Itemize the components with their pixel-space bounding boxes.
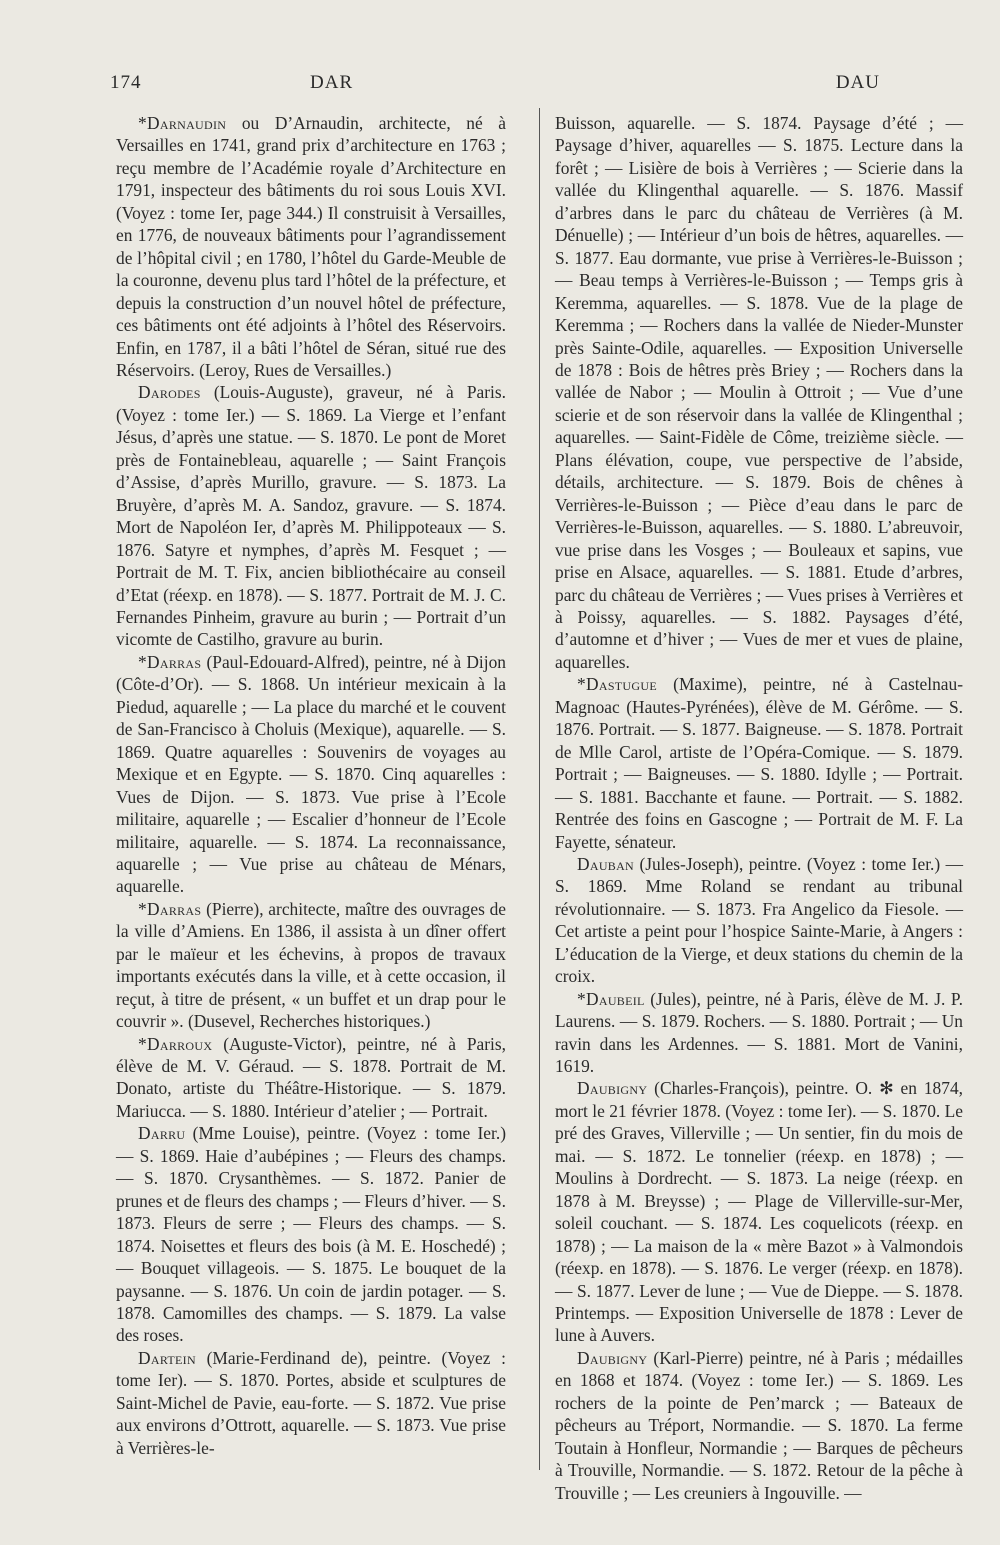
entry-daubigny-karl <box>555 1347 963 1504</box>
entry-name: Darodes <box>138 382 201 403</box>
entry-name: Dartein <box>138 1347 196 1368</box>
entry-text: ou D’Arnaudin, architecte, né à Versailles en 1741, grand prix d’architecture en 1763 ; reçu membre de l’Académie royale d’Architecture en 1791, inspecteur des bâtiments du roi sous Louis XVI. (Voyez : tome Ier, page 344.) Il construisit à Versailles, en 1776, de nouveaux bâtiments pour l’agrandissement de l’hôpital civil ; en 1780, l’hôtel du Garde-Meuble de la couronne, devenu plus tard l’hôtel de la préfecture, et depuis la construction d’un nouvel hôtel de préfecture, ces bâtiments ont été adjoints à l’hôtel des Réservoirs. Enfin, en 1787, il a bâti l’hôtel de Séran, situé rue des Réservoirs. (Leroy, Rues de Versailles.) <box>116 113 506 380</box>
entry-darroux <box>116 1033 506 1123</box>
entry-text: (Paul-Edouard-Alfred), peintre, né à Dijon (Côte-d’Or). — S. 1868. Un intérieur mexicain à la Piedud, aquarelle ; — La place du marché et le couvent de San-Francisco à Choluis (Mexique), aquarelle. — S. 1869. Quatre aquarelles : Souvenirs de voyages au Mexique et en Egypte. — S. 1870. Cinq aquarelles : Vues de Dijon. — S. 1873. Vue prise à l’Ecole militaire, aquarelle ; — Escalier d’honneur de l’Ecole militaire, aquarelle. — S. 1874. La reconnaissance, aquarelle ; — Vue prise au château de Ménars, aquarelle. <box>116 651 506 897</box>
entry-text: (Pierre), architecte, maître des ouvrages de la ville d’Amiens. En 1386, il assista à un dîner offert par le maïeur et les échevins, à propos de travaux importants exécutés dans la ville, et à cette occasion, il reçut, à titre de présent, « un buffet et un drap pour le couvrir ». (Dusevel, Recherches historiques.) <box>116 898 506 1032</box>
entry-name: Darru <box>138 1123 186 1144</box>
running-header <box>110 72 880 102</box>
entry-darras-paul <box>116 651 506 898</box>
left-column <box>116 112 506 1459</box>
entry-darru <box>116 1122 506 1347</box>
entry-name: *Dastugue <box>577 674 657 695</box>
entry-dauban <box>555 853 963 988</box>
entry-text: Buisson, aquarelle. — S. 1874. Paysage d’été ; — Paysage d’hiver, aquarelles — S. 1875. Lecture dans la forêt ; — Lisière de bois à Verrières ; — Scierie dans la vallée du Klingenthal aquarelle. — S. 1876. Massif d’arbres dans le parc du château de Verrières (à M. Dénuelle) ; — Intérieur d’un bois de hêtres, aquarelles. — S. 1877. Eau dormante, vue prise à Verrières-le-Buisson ; — Beau temps à Verrières-le-Buisson ; — Temps gris à Keremma, aquarelles. — S. 1878. Vue de la plage de Keremma ; — Rochers dans la vallée de Nieder-Munster près Sainte-Odile, aquarelles. — Exposition Universelle de 1878 : Bois de hêtres près Briey ; — Rochers dans la vallée de Nabor ; — Moulin à Ottroit ; — Vue d’une scierie et de son réservoir dans la vallée de Klingenthal ; aquarelles. — Saint-Fidèle de Côme, treizième siècle. — Plans élévation, coupe, vue perspective de l’abside, détails, architecture. — S. 1879. Bois de chênes à Verrières-le-Buisson ; — Pièce d’eau dans le parc de Verrières-le-Buisson, aquarelles. — S. 1880. L’abreuvoir, vue prise dans les Vosges ; — Bouleaux et sapins, vue prise en Alsace, aquarelles. — S. 1881. Etude d’arbres, parc du château de Verrières ; — Vues prises à Verrières et à Poissy, aquarelles. — S. 1882. Paysages d’été, d’automne et d’hiver ; — Vues de mer et vues de plaine, aquarelles. <box>555 113 963 672</box>
entry-text: (Auguste-Victor), peintre, né à Paris, élève de M. V. Géraud. — S. 1878. Portrait de M. Donato, artiste du Théâtre-Historique. — S. 1879. Mariucca. — S. 1880. Intérieur d’atelier ; — Portrait. <box>116 1033 506 1121</box>
entry-dartein-continued <box>555 112 963 673</box>
entry-text: (Marie-Ferdinand de), peintre. (Voyez : tome Ier). — S. 1870. Portes, abside et sculptures de Saint-Michel de Pavie, eau-forte. — S. 1872. Vue prise aux environs d’Ottrott, aquarelle. — S. 1873. Vue prise à Verrières-le- <box>116 1347 506 1458</box>
right-column <box>555 112 963 1504</box>
entry-name: *Darras <box>138 898 202 919</box>
entry-darras-pierre <box>116 898 506 1033</box>
entry-name: *Daubeil <box>577 988 645 1009</box>
entry-text: (Karl-Pierre) peintre, né à Paris ; médailles en 1868 et 1874. (Voyez : tome Ier.) — S. 1869. Les rochers de la pointe de Pen’marck ; — Bateaux de pêcheurs au Tréport, Normandie. — S. 1870. La ferme Toutain à Honfleur, Normandie ; — Barques de pêcheurs à Trouville, Normandie. — S. 1872. Retour de la pêche à Trouville ; — Les creuniers à Ingouville. — <box>555 1347 963 1503</box>
entry-dartein <box>116 1347 506 1459</box>
entry-text: (Jules-Joseph), peintre. (Voyez : tome Ier.) — S. 1869. Mme Roland se rendant au tribunal révolutionnaire. — S. 1873. Fra Angelico da Fiesole. — Cet artiste a peint pour l’hospice Sainte-Marie, à Angers : L’éducation de la Vierge, et deux stations du chemin de la croix. <box>555 853 963 987</box>
entry-text: (Jules), peintre, né à Paris, élève de M. J. P. Laurens. — S. 1879. Rochers. — S. 1880. Portrait ; — Un ravin dans les Ardennes. — S. 1881. Mort de Vanini, 1619. <box>555 988 963 1077</box>
column-rule <box>539 108 540 1470</box>
entry-name: *Darnaudin <box>138 113 227 133</box>
entry-text: (Charles-François), peintre. O. ✻ en 1874, mort le 21 février 1878. (Voyez : tome Ier). — S. 1870. Le pré des Graves, Villerville ; — Un sentier, fin du mois de mai. — S. 1872. Le tonnelier (réexp. en 1878) ; — Moulins à Dordrecht. — S. 1873. La neige (réexp. en 1878 à M. Breysse) ; — Plage de Villerville-sur-Mer, soleil couchant. — S. 1874. Les coquelicots (réexp. en 1878) ; — La maison de la « mère Bazot » à Valmondois (réexp. en 1878). — S. 1876. Le verger (réexp. en 1878). — S. 1877. Lever de lune ; — Vue de Dieppe. — S. 1878. Printemps. — Exposition Universelle de 1878 : Lever de lune à Auvers. <box>555 1078 963 1346</box>
entry-text: (Louis-Auguste), graveur, né à Paris. (Voyez : tome Ier.) — S. 1869. La Vierge et l’enfant Jésus, d’après une statue. — S. 1870. Le pont de Moret près de Fontainebleau, aquarelle ; — Saint François d’Assise, d’après Murillo, gravure. — S. 1873. La Bruyère, d’après M. A. Sandoz, gravure. — S. 1874. Mort de Napoléon Ier, d’après M. Philippoteaux — S. 1876. Satyre et nymphes, d’après M. Fesquet ; — Portrait de M. T. Fix, ancien bibliothécaire au conseil d’Etat (réexp. en 1878). — S. 1877. Portrait de M. J. C. Fernandes Pinheim, gravure au burin ; — Portrait d’un vicomte de Castilho, gravure au burin. <box>116 382 506 650</box>
entry-text: (Maxime), peintre, né à Castelnau-Magnoac (Hautes-Pyrénées), élève de M. Gérôme. — S. 1876. Portrait. — S. 1877. Baigneuse. — S. 1878. Portrait de Mlle Carol, artiste de l’Opéra-Comique. — S. 1879. Portrait ; — Baigneuses. — S. 1880. Idylle ; — Portrait. — S. 1881. Bacchante et faune. — Portrait. — S. 1882. Rentrée des foins en Gascogne ; — Portrait de M. F. La Fayette, sénateur. <box>555 674 963 852</box>
entry-name: Daubigny <box>577 1347 648 1368</box>
entry-name: Daubigny <box>577 1078 648 1099</box>
entry-name: *Darras <box>138 651 202 672</box>
entry-daubigny-charles <box>555 1077 963 1346</box>
page-number: 174 <box>110 72 142 93</box>
entry-text: (Mme Louise), peintre. (Voyez : tome Ier.) — S. 1869. Haie d’aubépines ; — Fleurs des champs. — S. 1870. Crysanthèmes. — S. 1872. Panier de prunes et de fleurs des champs ; — Fleurs d’hiver. — S. 1873. Fleurs de serre ; — Fleurs des champs. — S. 1874. Noisettes et fleurs des bois (à M. E. Hoschedé) ; — Bouquet villageois. — S. 1875. Le bouquet de la paysanne. — S. 1876. Un coin de jardin potager. — S. 1878. Camomilles des champs. — S. 1879. La valse des roses. <box>116 1123 506 1346</box>
entry-name: Dauban <box>577 853 635 874</box>
right-running-head: DAU <box>835 72 880 93</box>
entry-darnaudin <box>116 112 506 381</box>
entry-darodes <box>116 381 506 650</box>
entry-daubeil <box>555 988 963 1078</box>
entry-dastugue <box>555 673 963 853</box>
entry-name: *Darroux <box>138 1033 213 1054</box>
left-running-head: DAR <box>310 72 354 93</box>
